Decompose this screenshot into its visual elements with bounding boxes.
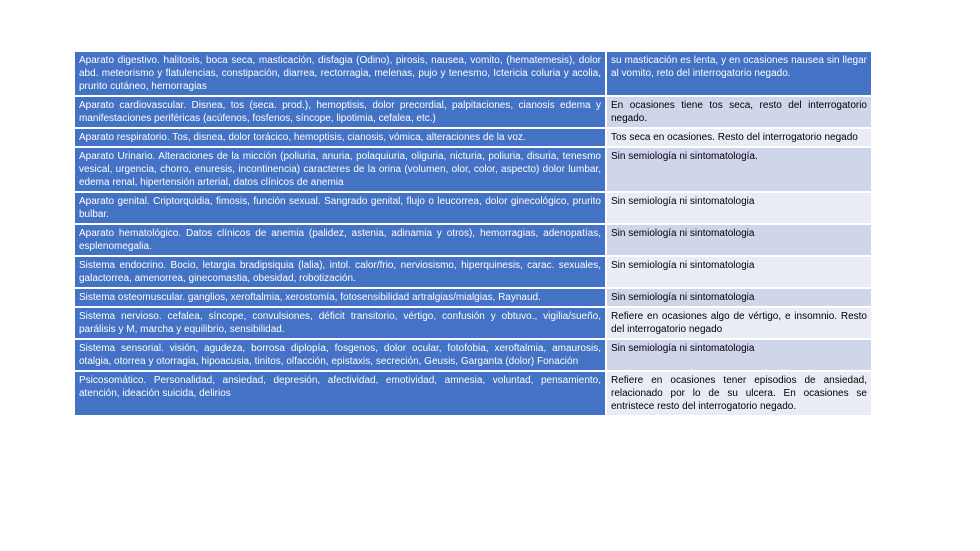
table-row <box>75 97 871 129</box>
table-row <box>75 372 871 417</box>
finding-cell: Sin semiología ni sintomatologia <box>607 225 871 257</box>
table-row <box>75 308 871 340</box>
system-cell: Aparato genital. Criptorquidia, fimosis, función sexual. Sangrado genital, flujo o leucorrea, dolor ginecológico, prurito bulbar. <box>75 193 607 225</box>
review-of-systems-table <box>75 52 871 417</box>
table-row <box>75 129 871 148</box>
finding-cell: su masticación es lenta, y en ocasiones nausea sin llegar al vomito, reto del interrogatorio negado. <box>607 52 871 97</box>
finding-cell: Sin semiología ni sintomatologia <box>607 289 871 308</box>
table-row <box>75 148 871 193</box>
finding-cell: Refiere en ocasiones tener episodios de ansiedad, relacionado por lo de su ulcera. En ocasiones se entristece resto del interrogatorio negado. <box>607 372 871 417</box>
system-cell: Sistema nervioso. cefalea, síncope, convulsiones, déficit transitorio, vértigo, confusión y obtuvo., vigilia/sueño, parálisis y M, marcha y equilibrio, sensibilidad. <box>75 308 607 340</box>
system-cell: Aparato respiratorio. Tos, disnea, dolor torácico, hemoptisis, cianosis, vómica, alteraciones de la voz. <box>75 129 607 148</box>
system-cell: Psicosomático. Personalidad, ansiedad, depresión, afectividad, emotividad, amnesia, voluntad, pensamiento, atención, ideación suicida, delirios <box>75 372 607 417</box>
system-cell: Aparato Urinario. Alteraciones de la micción (poliuria, anuria, polaquiuria, oliguria, nicturia, poliuria, disuria, tenesmo vesical, urgencia, chorro, enuresis, incontinencia) caracteres de la orina (volumen, olor, color, aspecto) dolor lumbar, edema renal, hipertensión arterial, datos clínicos de anemia <box>75 148 607 193</box>
review-of-systems-sheet <box>75 52 871 417</box>
system-cell: Aparato cardiovascular. Disnea, tos (seca. prod.), hemoptisis, dolor precordial, palpitaciones, cianosis edema y manifestaciones periféricas (acúfenos, fosfenos, síncope, lipotimia, cefalea, etc.) <box>75 97 607 129</box>
system-cell: Aparato digestivo. halitosis, boca seca, masticación, disfagia (Odino), pirosis, nausea, vomito, (hematemesis), dolor abd. meteorismo y flatulencias, constipación, diarrea, rectorragia, melenas, pujo y tenesmo, Ictericia coluria y acolia, prurito cutáneo, hemorragias <box>75 52 607 97</box>
finding-cell: Sin semiología ni sintomatologia <box>607 193 871 225</box>
finding-cell: Sin semiología ni sintomatologia <box>607 257 871 289</box>
system-cell: Sistema osteomuscular. ganglios, xeroftalmia, xerostomía, fotosensibilidad artralgias/mialgias, Raynaud. <box>75 289 607 308</box>
system-cell: Sistema sensorial. visión, agudeza, borrosa diplopía, fosgenos, dolor ocular, fotofobia, xeroftalmia, amaurosis, otalgia, otorrea y otorragia, hipoacusia, tinitos, olfacción, epistaxis, secreción, Geusis, Garganta (dolor) Fonación <box>75 340 607 372</box>
table-row <box>75 52 871 97</box>
finding-cell: Tos seca en ocasiones. Resto del interrogatorio negado <box>607 129 871 148</box>
system-cell: Aparato hematológico. Datos clínicos de anemia (palidez, astenia, adinamia y otros), hemorragias, adenopatías, esplenomegalia. <box>75 225 607 257</box>
table-row <box>75 340 871 372</box>
table-row <box>75 289 871 308</box>
table-row <box>75 257 871 289</box>
finding-cell: Sin semiología ni sintomatología. <box>607 148 871 193</box>
system-cell: Sistema endocrino. Bocio, letargia bradipsiquia (lalia), intol. calor/frio, nerviosismo, hiperquinesis, carac. sexuales, galactorrea, amenorrea, ginecomastia, obesidad, robotización. <box>75 257 607 289</box>
finding-cell: En ocasiones tiene tos seca, resto del interrogatorio negado. <box>607 97 871 129</box>
finding-cell: Sin semiología ni sintomatologia <box>607 340 871 372</box>
table-row <box>75 193 871 225</box>
table-row <box>75 225 871 257</box>
finding-cell: Refiere en ocasiones algo de vértigo, e insomnio. Resto del interrogatorio negado <box>607 308 871 340</box>
